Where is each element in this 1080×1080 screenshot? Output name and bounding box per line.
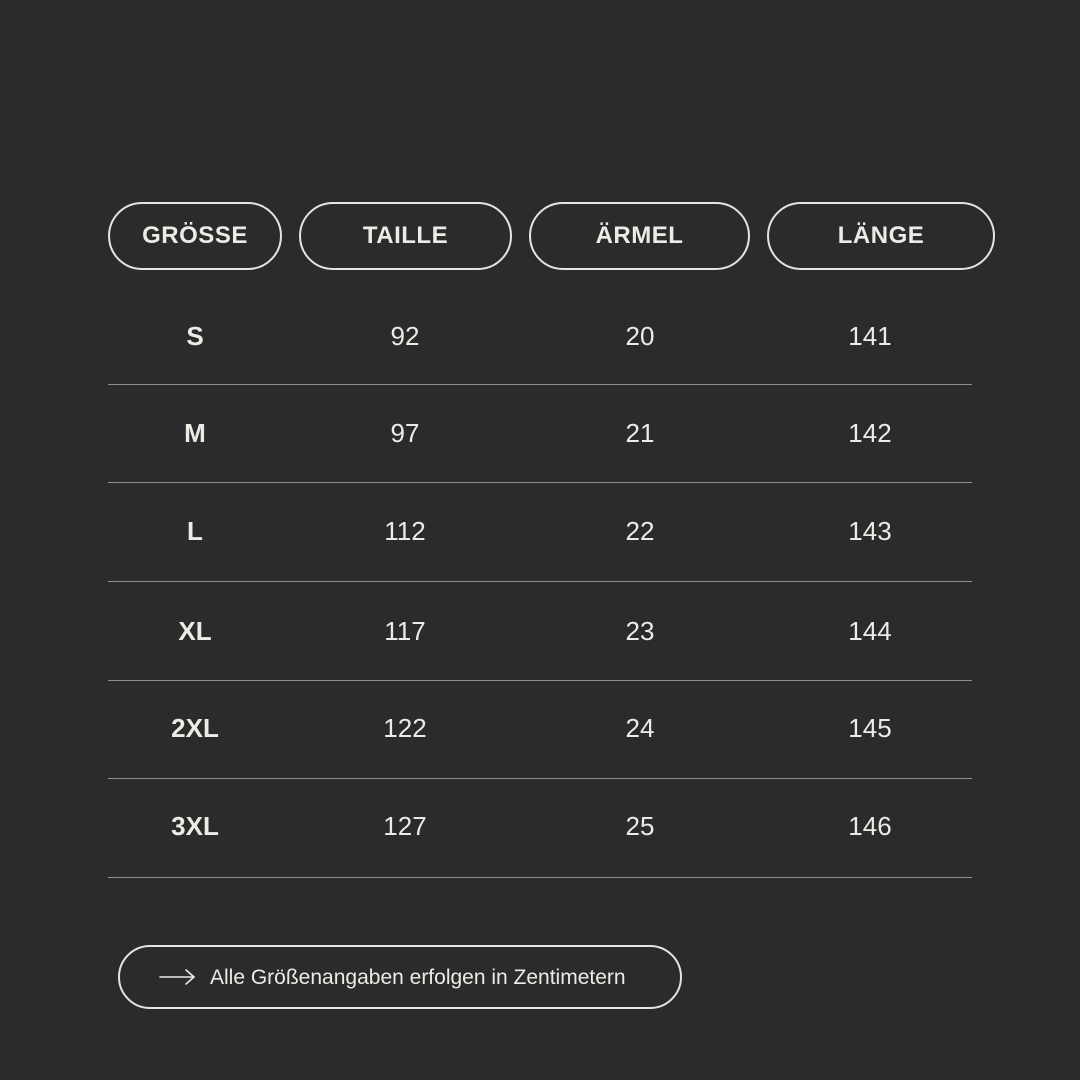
- aermel-cell: 20: [625, 321, 655, 351]
- laenge-cell: 141: [848, 321, 892, 351]
- taille-cell: 122: [383, 713, 427, 743]
- taille-cell: 97: [390, 418, 420, 448]
- aermel-cell: 24: [625, 713, 655, 743]
- units-note: [118, 945, 682, 1009]
- size-cell: L: [187, 516, 203, 546]
- column-header-aermel: ÄRMEL: [529, 202, 750, 270]
- laenge-cell: 145: [848, 713, 892, 743]
- taille-cell: 117: [384, 616, 426, 646]
- size-cell: XL: [178, 616, 212, 646]
- size-cell: 2XL: [171, 713, 219, 743]
- row-divider: [108, 482, 972, 483]
- row-divider: [108, 581, 972, 582]
- column-header-groesse: GRÖSSE: [108, 202, 282, 270]
- taille-cell: 92: [390, 321, 420, 351]
- size-cell: M: [184, 418, 206, 448]
- aermel-cell: 25: [625, 811, 655, 841]
- row-divider: [108, 778, 972, 779]
- size-cell: 3XL: [171, 811, 219, 841]
- column-header-taille: TAILLE: [299, 202, 512, 270]
- row-divider: [108, 877, 972, 878]
- laenge-cell: 144: [848, 616, 892, 646]
- taille-cell: 112: [384, 516, 426, 546]
- laenge-cell: 143: [848, 516, 892, 546]
- laenge-cell: 142: [848, 418, 892, 448]
- size-cell: S: [186, 321, 204, 351]
- row-divider: [108, 680, 972, 681]
- aermel-cell: 21: [625, 418, 655, 448]
- aermel-cell: 22: [625, 516, 655, 546]
- row-divider: [108, 384, 972, 385]
- aermel-cell: 23: [625, 616, 655, 646]
- taille-cell: 127: [383, 811, 427, 841]
- laenge-cell: 146: [848, 811, 892, 841]
- arrow-right-icon: [158, 964, 198, 990]
- column-header-laenge: LÄNGE: [767, 202, 995, 270]
- units-note-text: Alle Größenangaben erfolgen in Zentimetern: [210, 966, 626, 989]
